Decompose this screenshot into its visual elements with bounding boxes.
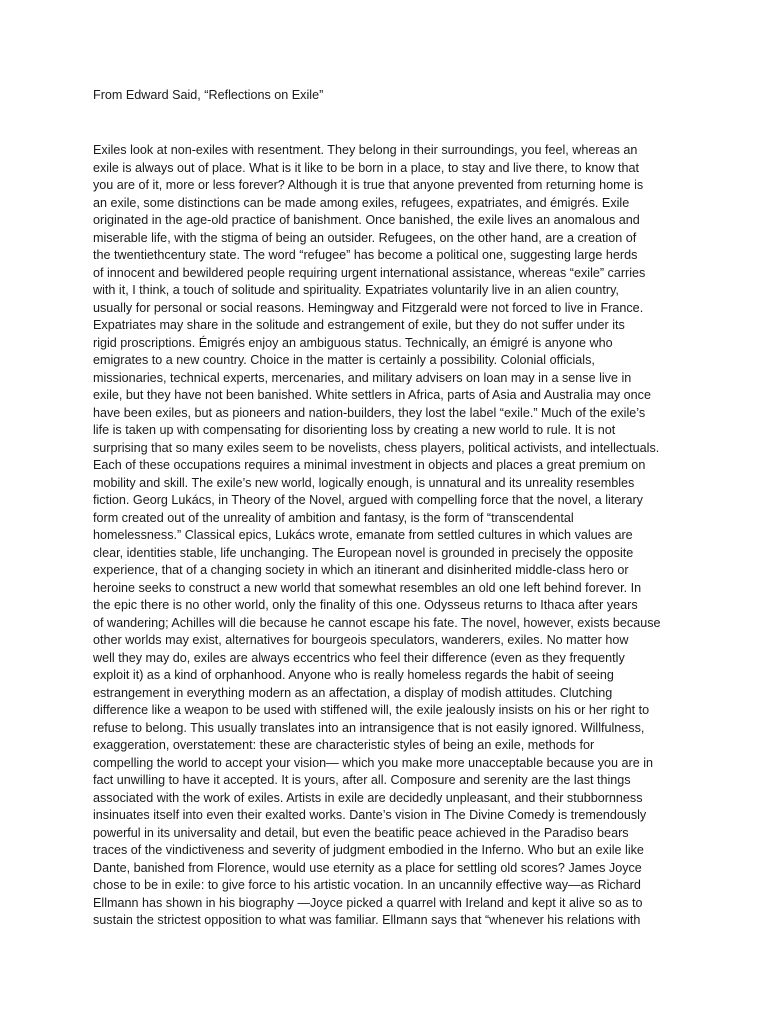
- body-line: Dante, banished from Florence, would use eternity as a place for settling old scores? James Joyce: [93, 860, 642, 875]
- body-line: exaggeration, overstatement: these are characteristic styles of being an exile, methods for: [93, 738, 595, 752]
- body-line: rigid proscriptions. Émigrés enjoy an ambiguous status. Technically, an émigré is anyone who: [93, 335, 613, 350]
- body-line: homelessness.” Classical epics, Lukács wrote, emanate from settled cultures in which values are: [93, 528, 633, 542]
- body-line: insinuates itself into even their exalted works. Dante’s vision in The Divine Comedy is tremendously: [93, 808, 647, 822]
- document-body: [93, 142, 683, 930]
- body-line: Ellmann has shown in his biography —Joyce picked a quarrel with Ireland and kept it alive so as to: [93, 895, 643, 910]
- body-line: well they may do, exiles are always eccentrics who feel their difference (even as they frequently: [93, 650, 625, 665]
- body-line: estrangement in everything modern as an affectation, a display of modish attitudes. Clutching: [93, 685, 613, 700]
- body-line: exile is always out of place. What is it like to be born in a place, to stay and live there, to know that: [93, 160, 640, 175]
- body-line: Each of these occupations requires a minimal investment in objects and places a great premium on: [93, 458, 646, 472]
- body-line: the twentiethcentury state. The word “refugee” has become a political one, suggesting large herds: [93, 248, 638, 262]
- body-line: difference like a weapon to be used with stiffened will, the exile jealously insists on his or her right to: [93, 703, 650, 717]
- body-line: missionaries, technical experts, mercenaries, and military advisers on loan may in a sense live in: [93, 370, 632, 385]
- body-line: miserable life, with the stigma of being an outsider. Refugees, on the other hand, are a creation of: [93, 230, 637, 245]
- body-line: refuse to belong. This usually translates into an intransigence that is not easily ignored. Willfulness,: [93, 720, 645, 735]
- body-line: an exile, some distinctions can be made among exiles, refugees, expatriates, and émigrés. Exile: [93, 195, 630, 210]
- body-line: exile, but they have not been banished. White settlers in Africa, parts of Asia and Australia may once: [93, 388, 651, 402]
- body-line: life is taken up with compensating for disorienting loss by creating a new world to rule. It is not: [93, 423, 616, 437]
- body-line: experience, that of a changing society in which an itinerant and disinherited middle-class hero or: [93, 563, 629, 577]
- body-line: have been exiles, but as pioneers and nation-builders, they lost the label “exile.” Much of the exile’s: [93, 405, 646, 420]
- body-line: other worlds may exist, alternatives for bourgeois speculators, wanderers, exiles. No matter how: [93, 633, 629, 647]
- body-line: surprising that so many exiles seem to be novelists, chess players, political activists, and intellectuals.: [93, 440, 660, 455]
- body-line: chose to be in exile: to give force to his artistic vocation. In an uncannily effective way—as Richard: [93, 878, 641, 892]
- body-line: you are of it, more or less forever? Although it is true that anyone prevented from returning home is: [93, 178, 644, 192]
- body-line: powerful in its universality and detail, but even the beatific peace achieved in the Paradiso bears: [93, 825, 629, 840]
- body-line: heroine seeks to construct a new world that somewhat resembles an old one left behind forever. In: [93, 580, 642, 595]
- body-line: fact unwilling to have it accepted. It is yours, after all. Composure and serenity are the last things: [93, 773, 631, 787]
- body-line: the epic there is no other world, only the finality of this one. Odysseus returns to Ithaca after years: [93, 598, 638, 612]
- body-line: with it, I think, a touch of solitude and spirituality. Expatriates voluntarily live in an alien country,: [93, 283, 619, 297]
- body-line: traces of the vindictiveness and severity of judgment embodied in the Inferno. Who but an exile like: [93, 843, 644, 857]
- document-heading: From Edward Said, “Reflections on Exile”: [93, 88, 324, 102]
- body-line: form created out of the unreality of ambition and fantasy, is the form of “transcendental: [93, 510, 574, 525]
- body-line: compelling the world to accept your vision— which you make more unacceptable because you are in: [93, 755, 654, 770]
- body-line: emigrates to a new country. Choice in the matter is certainly a possibility. Colonial officials,: [93, 353, 595, 367]
- body-line: exploit it) as a kind of orphanhood. Anyone who is really homeless regards the habit of seeing: [93, 668, 614, 682]
- body-line: of wandering; Achilles will die because he cannot escape his fate. The novel, however, exists because: [93, 615, 661, 630]
- body-line: sustain the strictest opposition to what was familiar. Ellmann says that “whenever his relations with: [93, 913, 641, 927]
- body-line: Exiles look at non-exiles with resentment. They belong in their surroundings, you feel, whereas an: [93, 143, 638, 157]
- body-line: Expatriates may share in the solitude and estrangement of exile, but they do not suffer under its: [93, 318, 625, 332]
- body-line: originated in the age-old practice of banishment. Once banished, the exile lives an anomalous and: [93, 213, 640, 227]
- body-line: usually for personal or social reasons. Hemingway and Fitzgerald were not forced to live in France.: [93, 300, 644, 315]
- body-line: associated with the work of exiles. Artists in exile are decidedly unpleasant, and their stubbornness: [93, 790, 643, 805]
- body-line: clear, identities stable, life unchanging. The European novel is grounded in precisely the opposite: [93, 545, 634, 560]
- body-line: of innocent and bewildered people requiring urgent international assistance, whereas “exile” carries: [93, 265, 646, 280]
- body-line: mobility and skill. The exile’s new world, logically enough, is unnatural and its unreality resembles: [93, 475, 635, 490]
- body-line: fiction. Georg Lukács, in Theory of the Novel, argued with compelling force that the novel, a literary: [93, 493, 643, 507]
